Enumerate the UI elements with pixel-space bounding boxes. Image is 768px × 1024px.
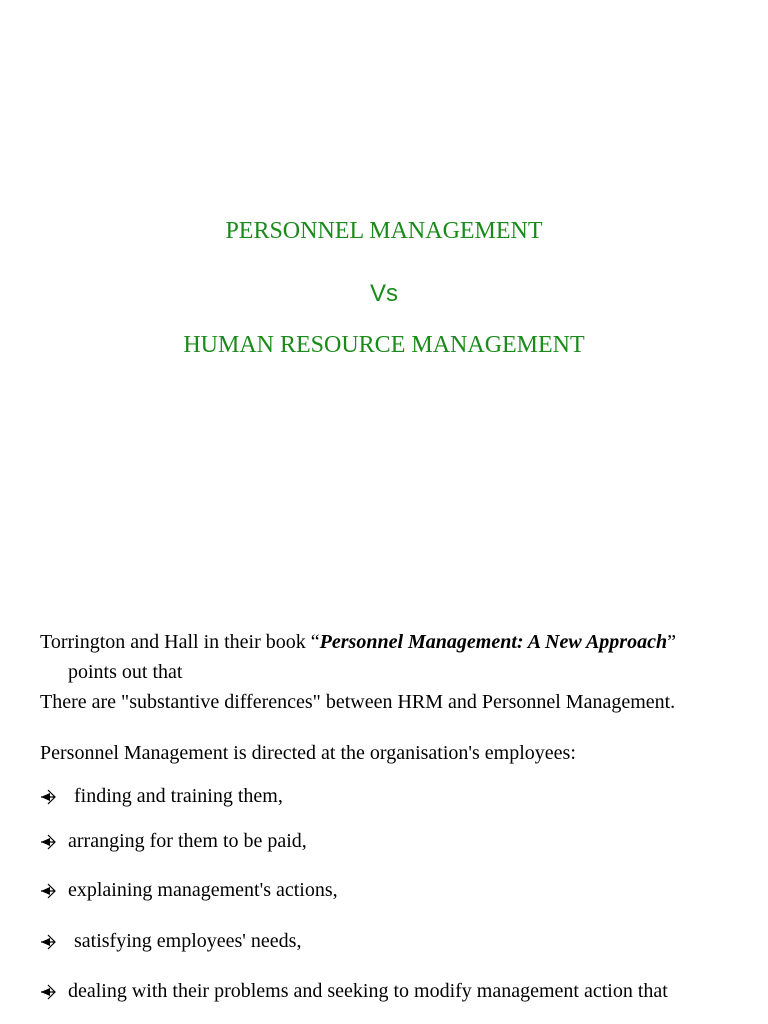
bullet-text: arranging for them to be paid, xyxy=(68,830,307,852)
arrow-bullet-icon xyxy=(40,934,56,950)
intro-line-3: There are "substantive differences" between HRM and Personnel Management. xyxy=(40,691,676,713)
bullet-text: satisfying employees' needs, xyxy=(74,930,302,952)
intro-line-4: Personnel Management is directed at the organisation's employees: xyxy=(40,742,576,764)
bullet-text: dealing with their problems and seeking to modify management action that xyxy=(68,980,668,1002)
intro-prefix: Torrington and Hall in their book “ xyxy=(40,631,320,653)
arrow-bullet-icon xyxy=(40,883,56,899)
title-human-resource-management: HUMAN RESOURCE MANAGEMENT xyxy=(183,332,585,358)
bullet-text: finding and training them, xyxy=(74,785,283,807)
book-title: Personnel Management: A New Approach xyxy=(319,631,668,653)
title-personnel-management: PERSONNEL MANAGEMENT xyxy=(225,218,543,244)
arrow-bullet-icon xyxy=(40,984,56,1000)
intro-line-1 xyxy=(40,630,676,654)
intro-line-2: points out that xyxy=(68,661,183,683)
intro-suffix: ” xyxy=(667,631,676,653)
arrow-bullet-icon xyxy=(40,789,56,805)
arrow-bullet-icon xyxy=(40,834,56,850)
title-vs: Vs xyxy=(369,280,398,307)
bullet-text: explaining management's actions, xyxy=(68,879,338,901)
